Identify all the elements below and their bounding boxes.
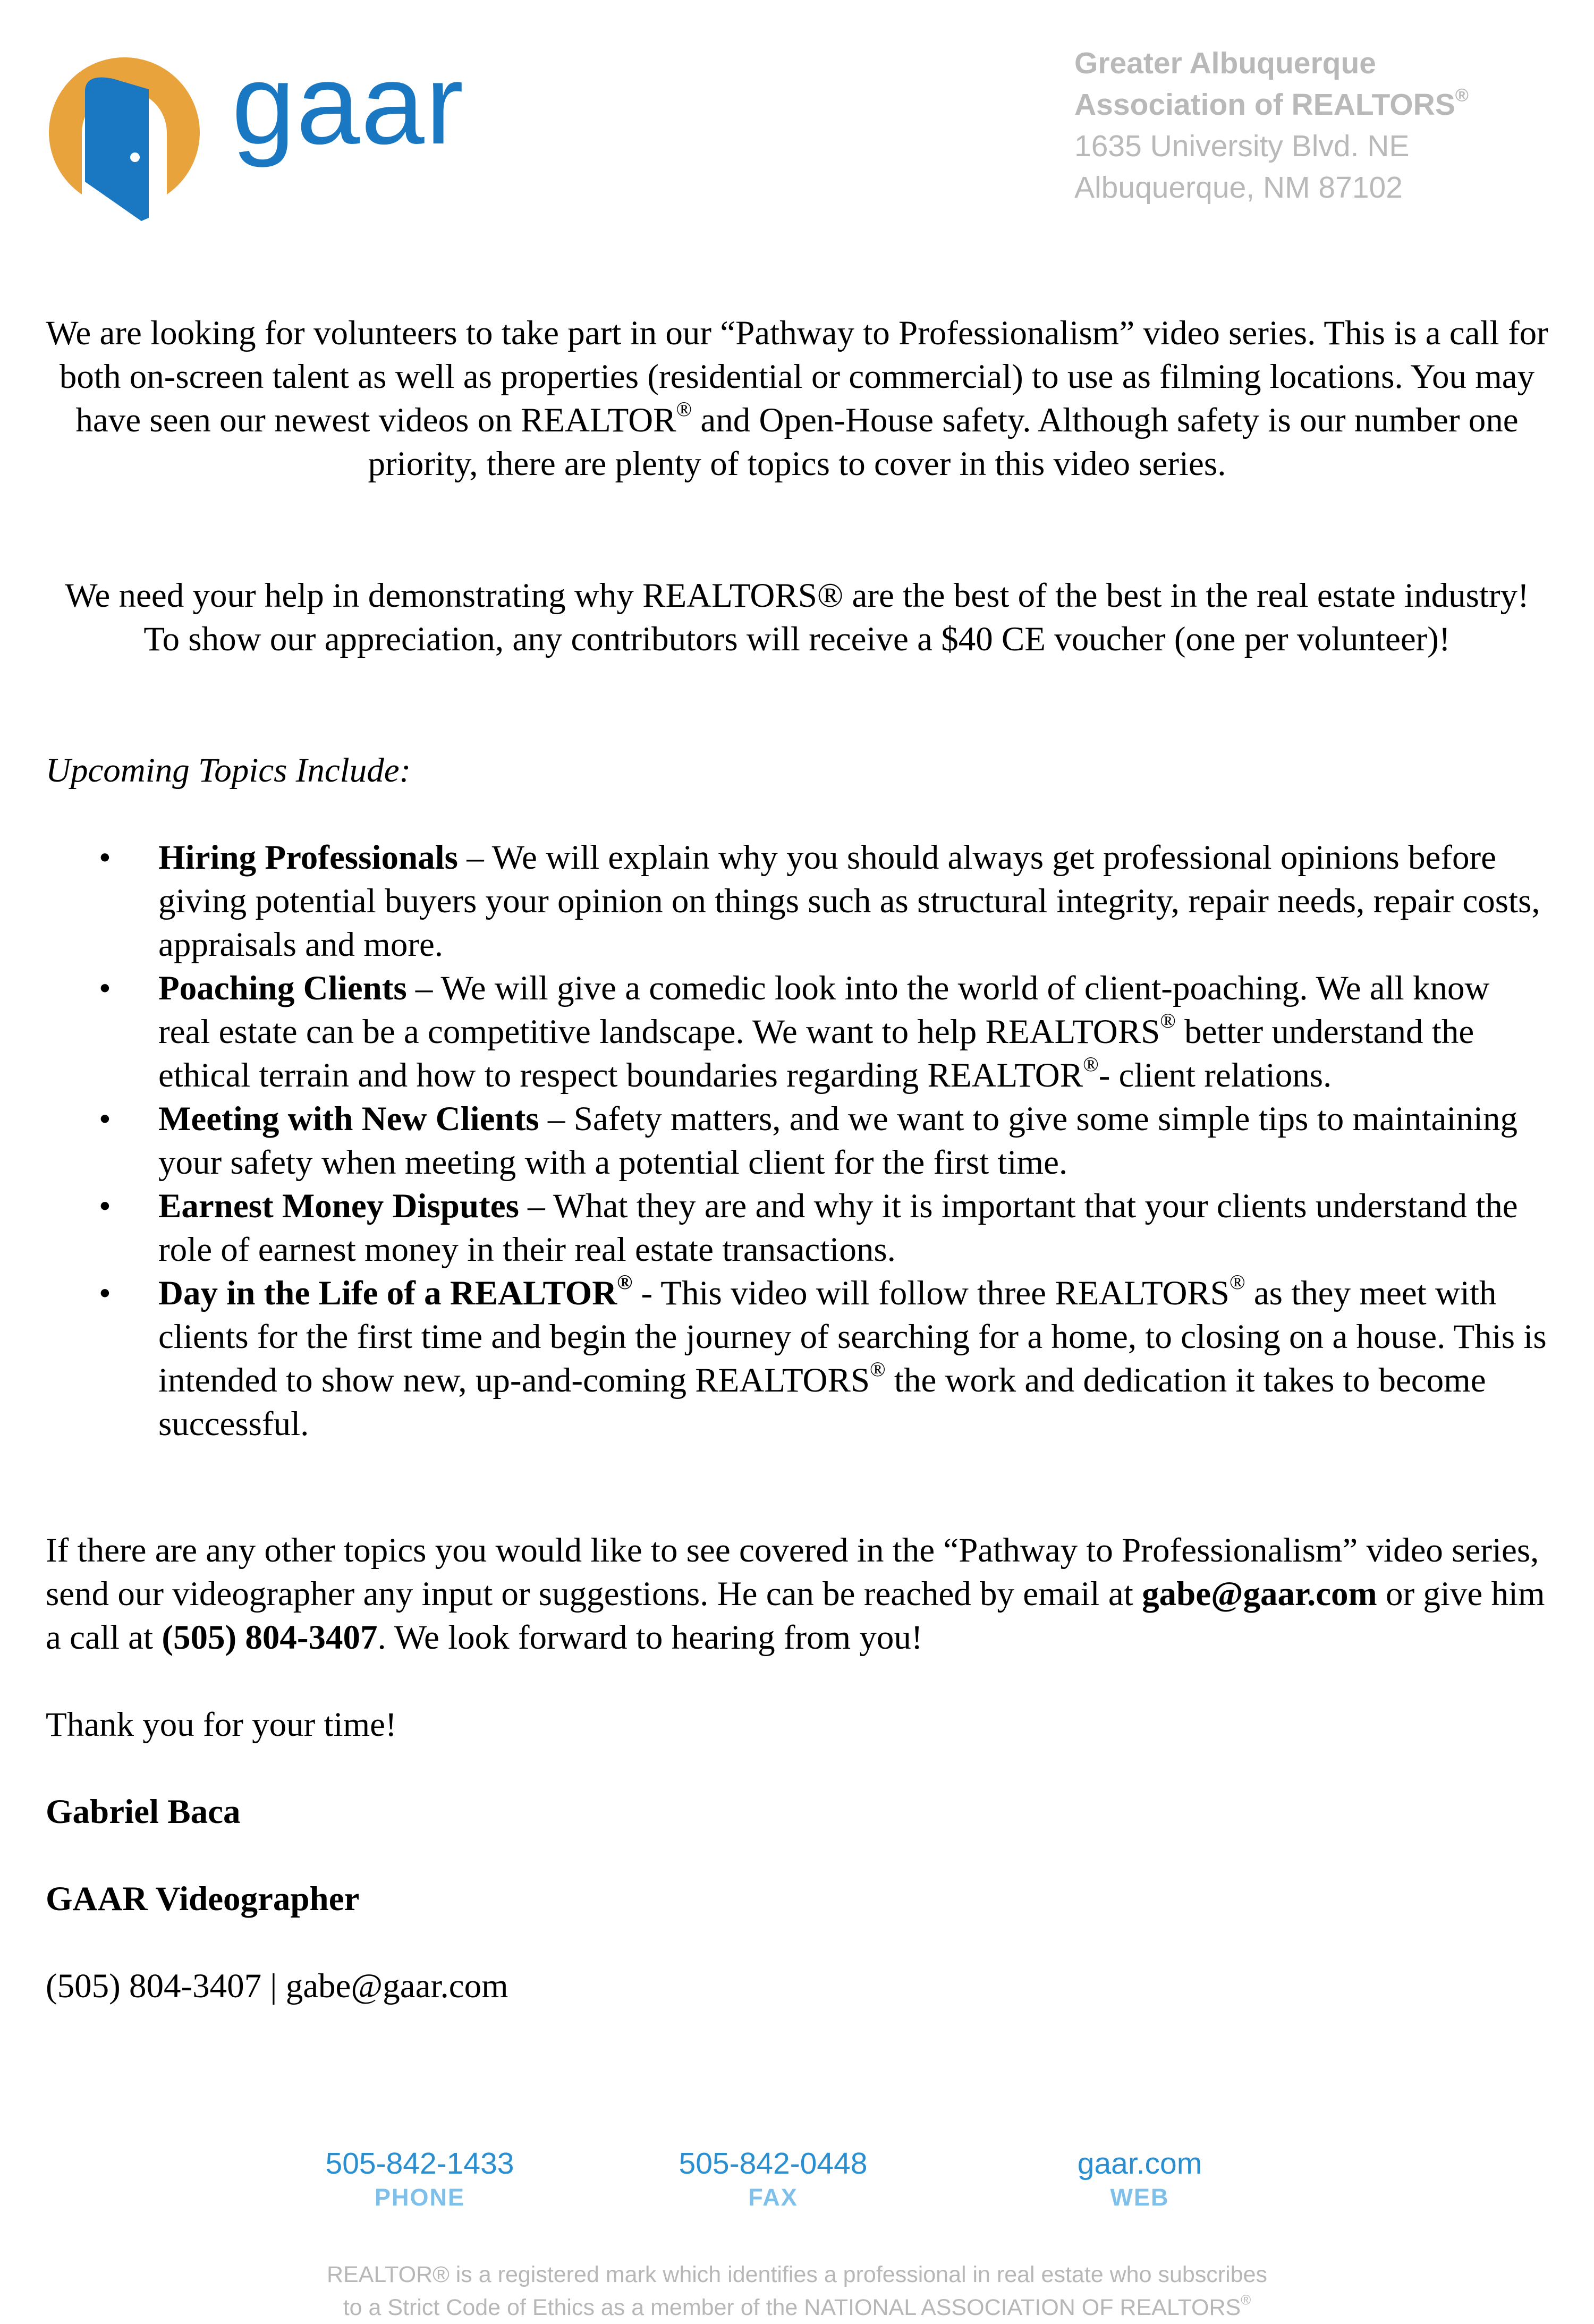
footer-web-label: WEB xyxy=(1110,2184,1169,2211)
help-paragraph: We need your help in demonstrating why REALTORS® are the best of the best in the real estate industry! To show our appreciation, any contributors will receive a $40 CE voucher (one per volunteer)! xyxy=(65,576,1529,658)
bullet-icon: • xyxy=(99,1100,111,1138)
door-arch-logo-icon xyxy=(45,27,204,228)
topic-title: Meeting with New Clients xyxy=(158,1100,539,1138)
org-name-line1: Greater Albuquerque xyxy=(1074,46,1376,80)
bullet-icon: • xyxy=(99,1274,111,1312)
org-name-line2: Association of REALTORS® xyxy=(1074,85,1469,122)
topic-title: Hiring Professionals xyxy=(158,838,458,877)
footer-phone-label: PHONE xyxy=(374,2184,465,2211)
other-topics-paragraph: If there are any other topics you would like to see covered in the “Pathway to Professionalism” video series, send our videographer any input or suggestions. He can be reached by email at gabe@gaar.com or give him a call at (505) 804-3407. We look forward to hearing from you! xyxy=(46,1531,1545,1657)
logo-wordmark: gaar xyxy=(232,40,465,168)
list-item: • Earnest Money Disputes – What they are and why it is important that your clients understand the role of earnest money in their real estate transactions. xyxy=(46,1184,1549,1271)
signature-contact: (505) 804-3407 | gabe@gaar.com xyxy=(46,1967,508,2005)
list-item: • Meeting with New Clients – Safety matters, and we want to give some simple tips to maintaining your safety when meeting with a potential client for the first time. xyxy=(46,1097,1549,1184)
topic-title: Earnest Money Disputes xyxy=(158,1187,519,1225)
contact-phone[interactable]: (505) 804-3407 xyxy=(162,1618,378,1657)
topic-title: Poaching Clients xyxy=(158,969,407,1007)
signature-name: Gabriel Baca xyxy=(46,1793,241,1831)
signature-title: GAAR Videographer xyxy=(46,1880,360,1918)
footer-fax xyxy=(614,2145,932,2213)
topics-heading: Upcoming Topics Include: xyxy=(46,751,411,790)
topics-list xyxy=(46,836,1549,1446)
list-item: • Hiring Professionals – We will explain why you should always get professional opinions before giving potential buyers your opinion on things such as structural integrity, repair needs, repair costs, appraisals and more. xyxy=(46,836,1549,966)
contact-email[interactable]: gabe@gaar.com xyxy=(1142,1575,1377,1613)
bullet-icon: • xyxy=(99,838,111,877)
address-street: 1635 University Blvd. NE xyxy=(1074,129,1410,163)
footer-fax-label: FAX xyxy=(748,2184,798,2211)
list-item: • Poaching Clients – We will give a comedic look into the world of client-poaching. We all know real estate can be a competitive landscape. We want to help REALTORS® better understand the ethical terrain and how to respect boundaries regarding REALTOR®- client relations. xyxy=(46,966,1549,1097)
address-city: Albuquerque, NM 87102 xyxy=(1074,171,1403,205)
footer-web xyxy=(980,2145,1299,2213)
footer-phone-value[interactable]: 505-842-1433 xyxy=(325,2147,514,2181)
list-item: • Day in the Life of a REALTOR® - This video will follow three REALTORS® as they meet with clients for the first time and begin the journey of searching for a home, to closing on a house. This is intended to show new, up-and-coming REALTORS® the work and dedication it takes to become successful. xyxy=(99,1270,1547,1443)
footer-web-value[interactable]: gaar.com xyxy=(1077,2147,1202,2181)
footer-phone xyxy=(260,2145,579,2213)
footer-disclaimer: REALTOR® is a registered mark which identifies a professional in real estate who subscribes to a Strict Code of Ethics as a member of the NATIONAL ASSOCIATION OF REALTORS® xyxy=(327,2262,1267,2320)
bullet-icon: • xyxy=(99,969,111,1007)
thanks-line: Thank you for your time! xyxy=(46,1706,397,1744)
footer-fax-value: 505-842-0448 xyxy=(679,2147,868,2181)
topic-title: Day in the Life of a REALTOR® xyxy=(158,1270,633,1312)
intro-paragraph: We are looking for volunteers to take part in our “Pathway to Professionalism” video series. This is a call for both on-screen talent as well as properties (residential or commercial) to use as filming locations. You may have seen our newest videos on REALTOR® and Open-House safety. Although safety is our number one priority, there are plenty of topics to cover in this video series. xyxy=(46,314,1548,483)
org-address-block xyxy=(1074,43,1469,208)
bullet-icon: • xyxy=(99,1187,111,1225)
